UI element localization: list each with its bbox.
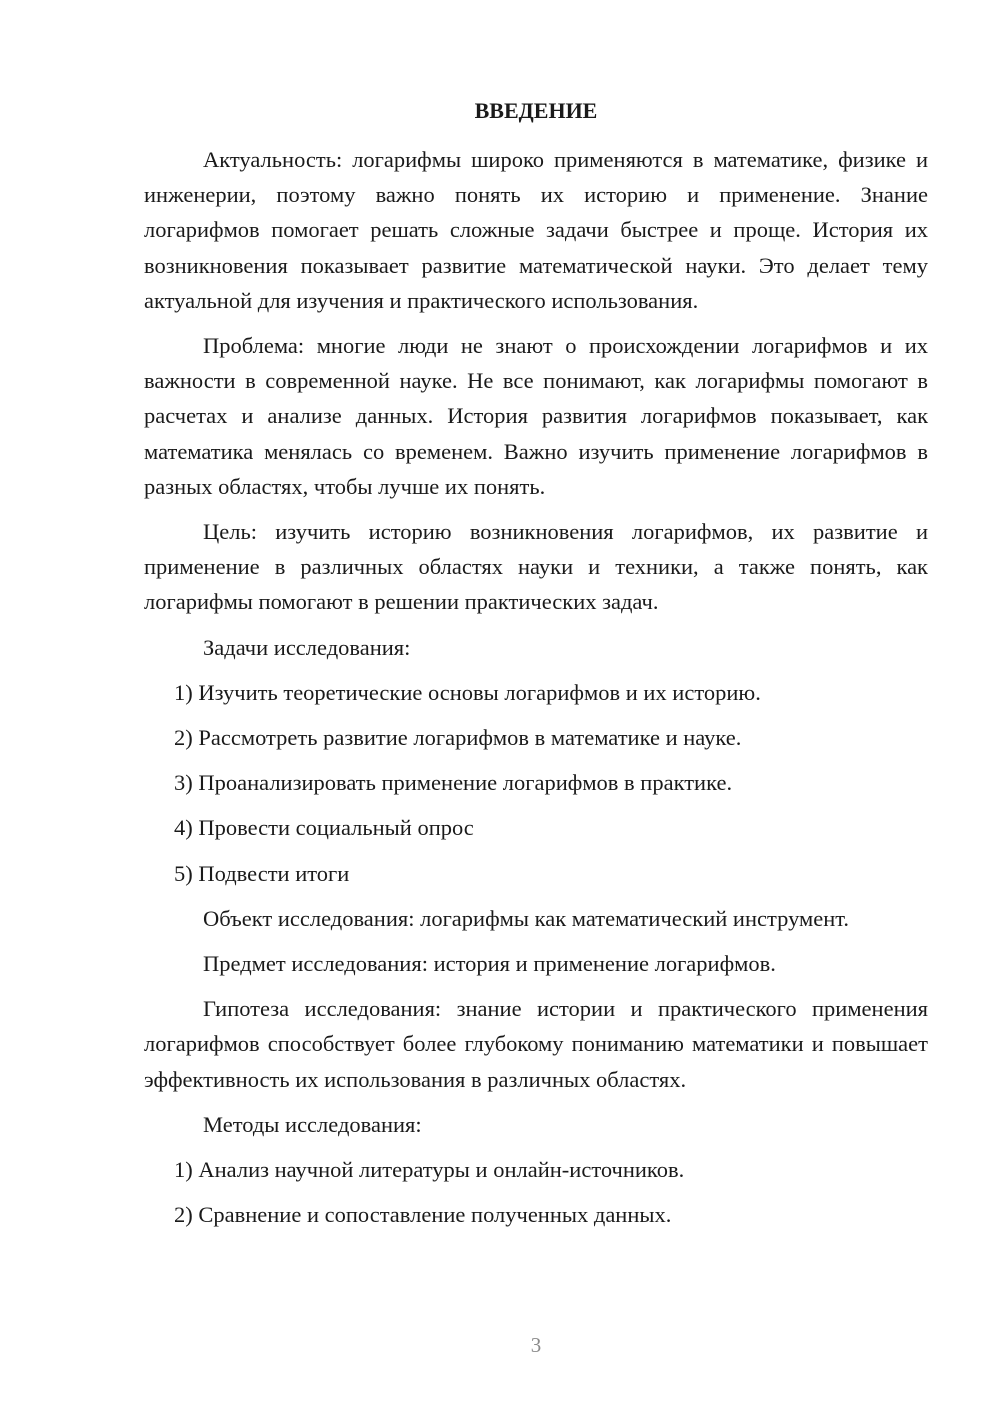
section-title: ВВЕДЕНИЕ <box>474 98 598 123</box>
task-item-4: 4) Провести социальный опрос <box>174 815 474 841</box>
tasks-heading: Задачи исследования: <box>203 634 411 660</box>
methods-heading: Методы исследования: <box>203 1111 422 1137</box>
method-item-1: 1) Анализ научной литературы и онлайн-источников. <box>174 1157 685 1183</box>
goal-paragraph: Цель: изучить историю возникновения логарифмов, их развитие и применение в различных областях науки и техники, а также понять, как логарифмы помогают в решении практических задач. <box>144 519 928 615</box>
task-item-1: 1) Изучить теоретические основы логарифмов и их историю. <box>174 679 761 705</box>
page-number: 3 <box>530 1333 542 1357</box>
relevance-paragraph: Актуальность: логарифмы широко применяются в математике, физике и инженерии, поэтому важно понять их историю и применение. Знание логарифмов помогает решать сложные задачи быстрее и проще. История их возникновения показывает развитие математической науки. Это делает тему актуальной для изучения и практического использования. <box>144 147 928 313</box>
problem-paragraph: Проблема: многие люди не знают о происхождении логарифмов и их важности в современной науке. Не все понимают, как логарифмы помогают в расчетах и анализе данных. История развития логарифмов показывает, как математика менялась со временем. Важно изучить применение логарифмов в разных областях, чтобы лучше их понять. <box>144 333 928 499</box>
hypothesis-paragraph: Гипотеза исследования: знание истории и практического применения логарифмов способствует более глубокому пониманию математики и повышает эффективность их использования в различных областях. <box>144 996 928 1092</box>
object-line: Объект исследования: логарифмы как математический инструмент. <box>203 905 850 931</box>
task-item-2: 2) Рассмотреть развитие логарифмов в математике и науке. <box>174 725 742 751</box>
task-item-3: 3) Проанализировать применение логарифмов в практике. <box>174 770 733 796</box>
page-body <box>144 142 928 1242</box>
subject-line: Предмет исследования: история и применение логарифмов. <box>203 951 776 977</box>
method-item-2: 2) Сравнение и сопоставление полученных данных. <box>174 1202 672 1228</box>
task-item-5: 5) Подвести итоги <box>174 860 350 886</box>
